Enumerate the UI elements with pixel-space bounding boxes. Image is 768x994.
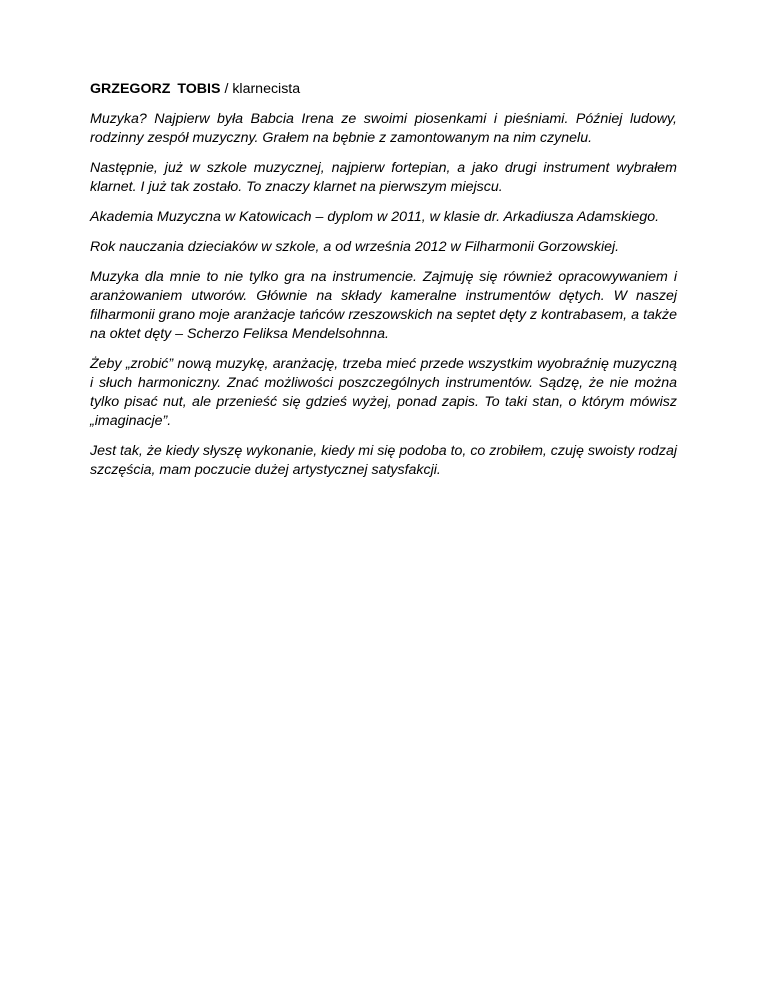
paragraph-teaching: Rok nauczania dzieciaków w szkole, a od września 2012 w Filharmonii Gorzowskiej.: [90, 239, 620, 255]
paragraph-satisfaction: Jest tak, że kiedy słyszę wykonanie, kiedy mi się podoba to, co zrobiłem, czuję swoisty rodzaj szczęścia, mam poczucie dużej artystycznej satysfakcji.: [90, 443, 677, 478]
author-heading: [90, 80, 677, 99]
paragraph-music-school: Następnie, już w szkole muzycznej, najpierw fortepian, a jako drugi instrument wybrałem klarnet. I już tak zostało. To znaczy klarnet na pierwszym miejscu.: [90, 160, 677, 195]
paragraph-childhood: Muzyka? Najpierw była Babcia Irena ze swoimi piosenkami i pieśniami. Później ludowy, rodzinny zespół muzyczny. Grałem na bębnie z zamontowanym na nim czynelu.: [90, 111, 677, 146]
author-name: GRZEGORZ TOBIS: [90, 81, 221, 97]
paragraph-arranging: Muzyka dla mnie to nie tylko gra na instrumencie. Zajmuję się również opracowywaniem i aranżowaniem utworów. Głównie na składy kameralne instrumentów dętych. W naszej filharmonii grano moje aranżacje tańców rzeszowskich na septet dęty z kontrabasem, a także na oktet dęty – Scherzo Feliksa Mendelsohnna.: [90, 269, 677, 342]
document-body: [90, 80, 677, 491]
author-role: / klarnecista: [224, 81, 301, 97]
paragraph-imagination: Żeby „zrobić” nową muzykę, aranżację, trzeba mieć przede wszystkim wyobraźnię muzyczną i słuch harmoniczny. Znać możliwości poszczególnych instrumentów. Sądzę, że nie można tylko pisać nut, ale przenieść się gdzieś wyżej, ponad zapis. To taki stan, o którym mówisz „imaginacje”.: [90, 356, 677, 429]
paragraph-academy: Akademia Muzyczna w Katowicach – dyplom w 2011, w klasie dr. Arkadiusza Adamskiego.: [90, 209, 660, 225]
